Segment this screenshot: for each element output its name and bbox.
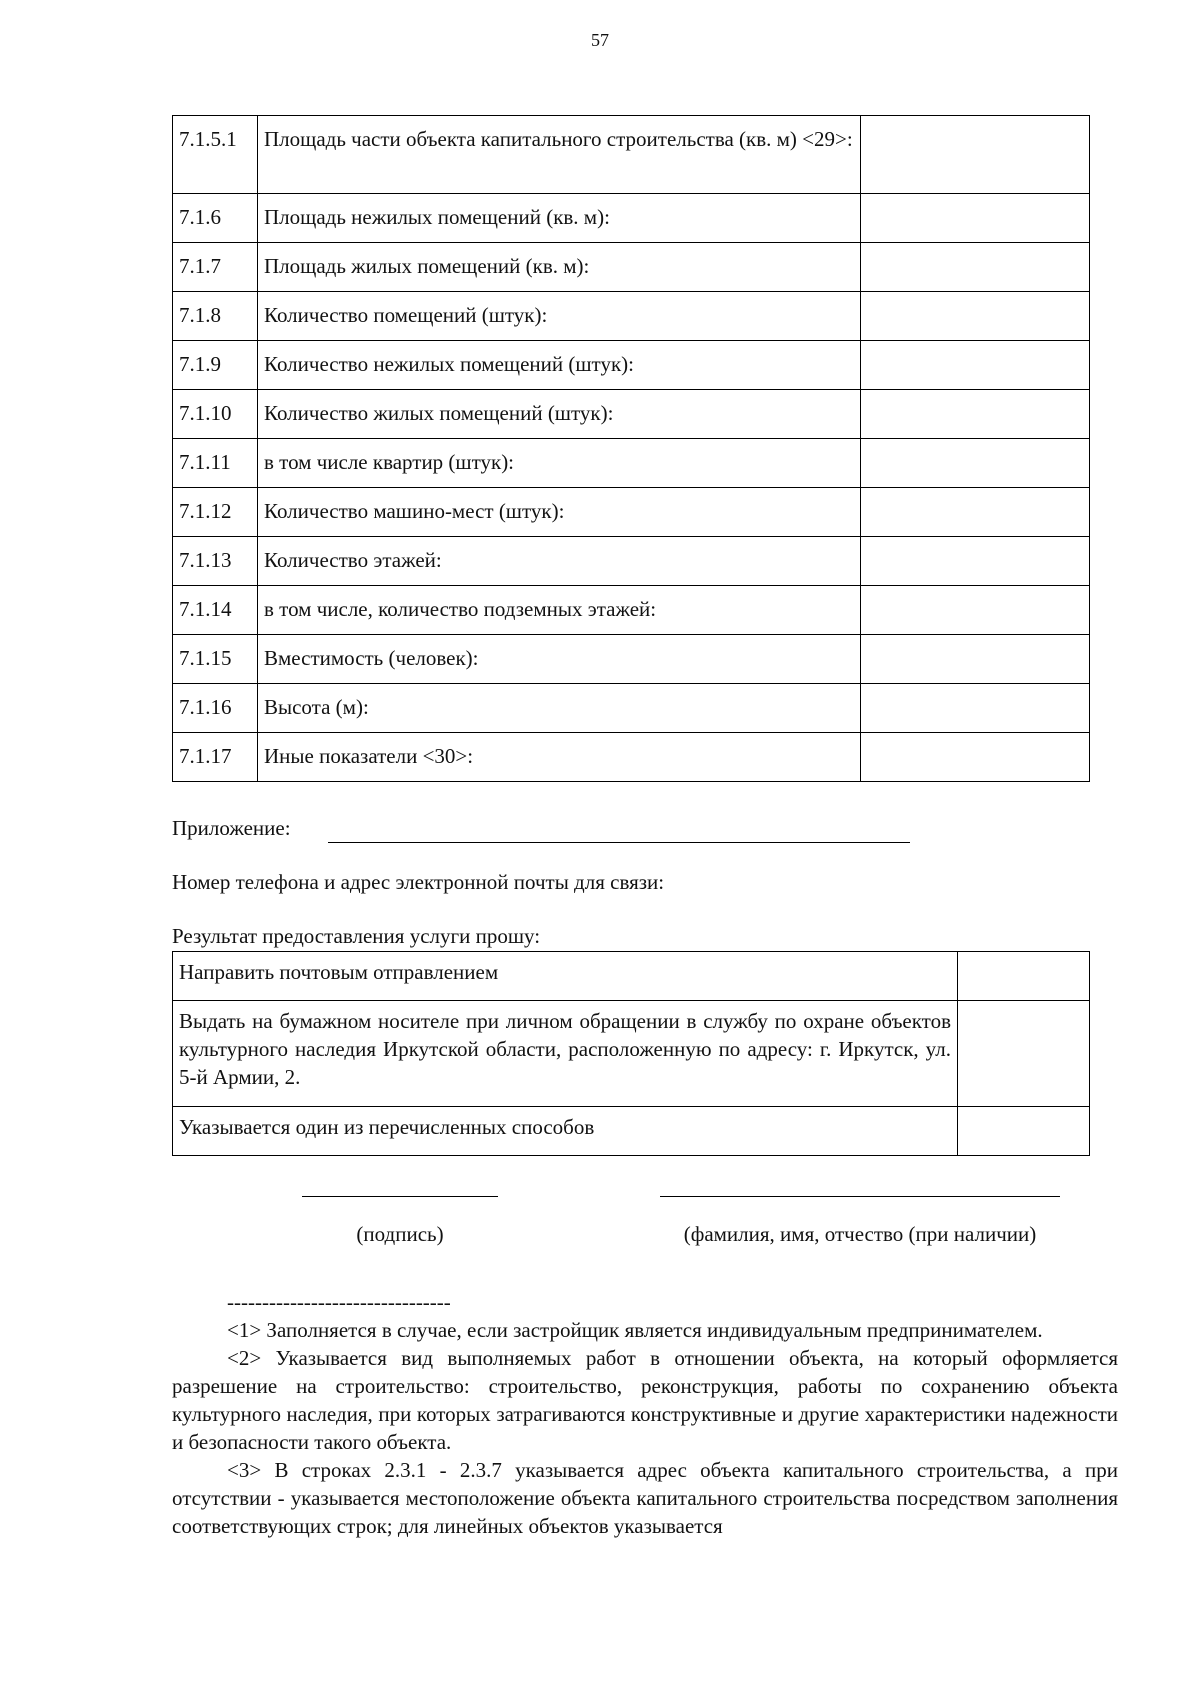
row-label: Площадь жилых помещений (кв. м): xyxy=(258,243,861,292)
row-number: 7.1.17 xyxy=(173,733,258,782)
row-number: 7.1.7 xyxy=(173,243,258,292)
row-value-cell[interactable] xyxy=(861,194,1090,243)
row-label: в том числе, количество подземных этажей: xyxy=(258,586,861,635)
parameters-table xyxy=(172,115,1090,782)
row-label: Количество помещений (штук): xyxy=(258,292,861,341)
footnote-3: <3> В строках 2.3.1 - 2.3.7 указывается адрес объекта капитального строительства, а при отсутствии - указывается местоположение объекта капитального строительства посредством заполнения соответствующих строк; для линейных объектов указывается xyxy=(172,1458,1118,1538)
row-number: 7.1.6 xyxy=(173,194,258,243)
row-label: Количество этажей: xyxy=(258,537,861,586)
signature-caption: (подпись) xyxy=(356,1222,444,1246)
table-row xyxy=(173,243,1090,292)
attachment-field[interactable] xyxy=(328,816,910,843)
table-row xyxy=(173,292,1090,341)
row-value-cell[interactable] xyxy=(861,116,1090,194)
row-value-cell[interactable] xyxy=(861,341,1090,390)
result-label: Результат предоставления услуги прошу: xyxy=(172,924,541,948)
row-number: 7.1.10 xyxy=(173,390,258,439)
table-row xyxy=(173,537,1090,586)
result-option-label: Указывается один из перечисленных способов xyxy=(173,1107,958,1156)
row-value-cell[interactable] xyxy=(861,439,1090,488)
row-number: 7.1.16 xyxy=(173,684,258,733)
fio-caption: (фамилия, имя, отчество (при наличии) xyxy=(683,1222,1037,1246)
row-value-cell[interactable] xyxy=(861,635,1090,684)
signature-line[interactable] xyxy=(302,1196,498,1197)
table-row xyxy=(173,952,1090,1001)
row-label: Количество нежилых помещений (штук): xyxy=(258,341,861,390)
table-row xyxy=(173,684,1090,733)
row-label: Площадь нежилых помещений (кв. м): xyxy=(258,194,861,243)
row-value-cell[interactable] xyxy=(861,537,1090,586)
table-row xyxy=(173,733,1090,782)
row-value-cell[interactable] xyxy=(861,292,1090,341)
table-row xyxy=(173,439,1090,488)
page-number: 57 xyxy=(591,30,609,50)
row-label: Количество жилых помещений (штук): xyxy=(258,390,861,439)
row-value-cell[interactable] xyxy=(861,733,1090,782)
row-number: 7.1.8 xyxy=(173,292,258,341)
table-row xyxy=(173,488,1090,537)
row-number: 7.1.11 xyxy=(173,439,258,488)
table-row xyxy=(173,1001,1090,1107)
row-label: Высота (м): xyxy=(258,684,861,733)
footnote-2: <2> Указывается вид выполняемых работ в отношении объекта, на который оформляется разрешение на строительство: строительство, реконструкция, работы по сохранению объекта культурного наследия, при которых затрагиваются конструктивные и другие характеристики надежности и безопасности такого объекта. xyxy=(172,1346,1118,1454)
row-label: Вместимость (человек): xyxy=(258,635,861,684)
table-row xyxy=(173,1107,1090,1156)
row-number: 7.1.12 xyxy=(173,488,258,537)
result-options-table xyxy=(172,951,1090,1156)
row-label: в том числе квартир (штук): xyxy=(258,439,861,488)
row-number: 7.1.14 xyxy=(173,586,258,635)
row-number: 7.1.9 xyxy=(173,341,258,390)
result-option-mark-cell[interactable] xyxy=(958,1107,1090,1156)
table-row xyxy=(173,116,1090,194)
footnote-separator: -------------------------------- xyxy=(227,1290,451,1314)
fio-line[interactable] xyxy=(660,1196,1060,1197)
result-option-label: Направить почтовым отправлением xyxy=(173,952,958,1001)
footnote-1: <1> Заполняется в случае, если застройщик является индивидуальным предпринимателем. xyxy=(227,1318,1043,1342)
row-value-cell[interactable] xyxy=(861,243,1090,292)
table-row xyxy=(173,586,1090,635)
result-option-mark-cell[interactable] xyxy=(958,952,1090,1001)
table-row xyxy=(173,635,1090,684)
footnotes xyxy=(172,1288,1118,1540)
result-option-label: Выдать на бумажном носителе при личном обращении в службу по охране объектов культурного наследия Иркутской области, расположенную по адресу: г. Иркутск, ул. 5-й Армии, 2. xyxy=(173,1001,958,1107)
row-number: 7.1.13 xyxy=(173,537,258,586)
table-row xyxy=(173,194,1090,243)
row-label: Площадь части объекта капитального строительства (кв. м) <29>: xyxy=(258,116,861,194)
row-label: Количество машино-мест (штук): xyxy=(258,488,861,537)
row-value-cell[interactable] xyxy=(861,488,1090,537)
row-value-cell[interactable] xyxy=(861,390,1090,439)
row-number: 7.1.5.1 xyxy=(173,116,258,194)
row-label: Иные показатели <30>: xyxy=(258,733,861,782)
table-row xyxy=(173,341,1090,390)
table-row xyxy=(173,390,1090,439)
contact-label: Номер телефона и адрес электронной почты для связи: xyxy=(172,870,665,894)
result-option-mark-cell[interactable] xyxy=(958,1001,1090,1107)
row-value-cell[interactable] xyxy=(861,684,1090,733)
row-number: 7.1.15 xyxy=(173,635,258,684)
attachment-label: Приложение: xyxy=(172,816,291,840)
row-value-cell[interactable] xyxy=(861,586,1090,635)
